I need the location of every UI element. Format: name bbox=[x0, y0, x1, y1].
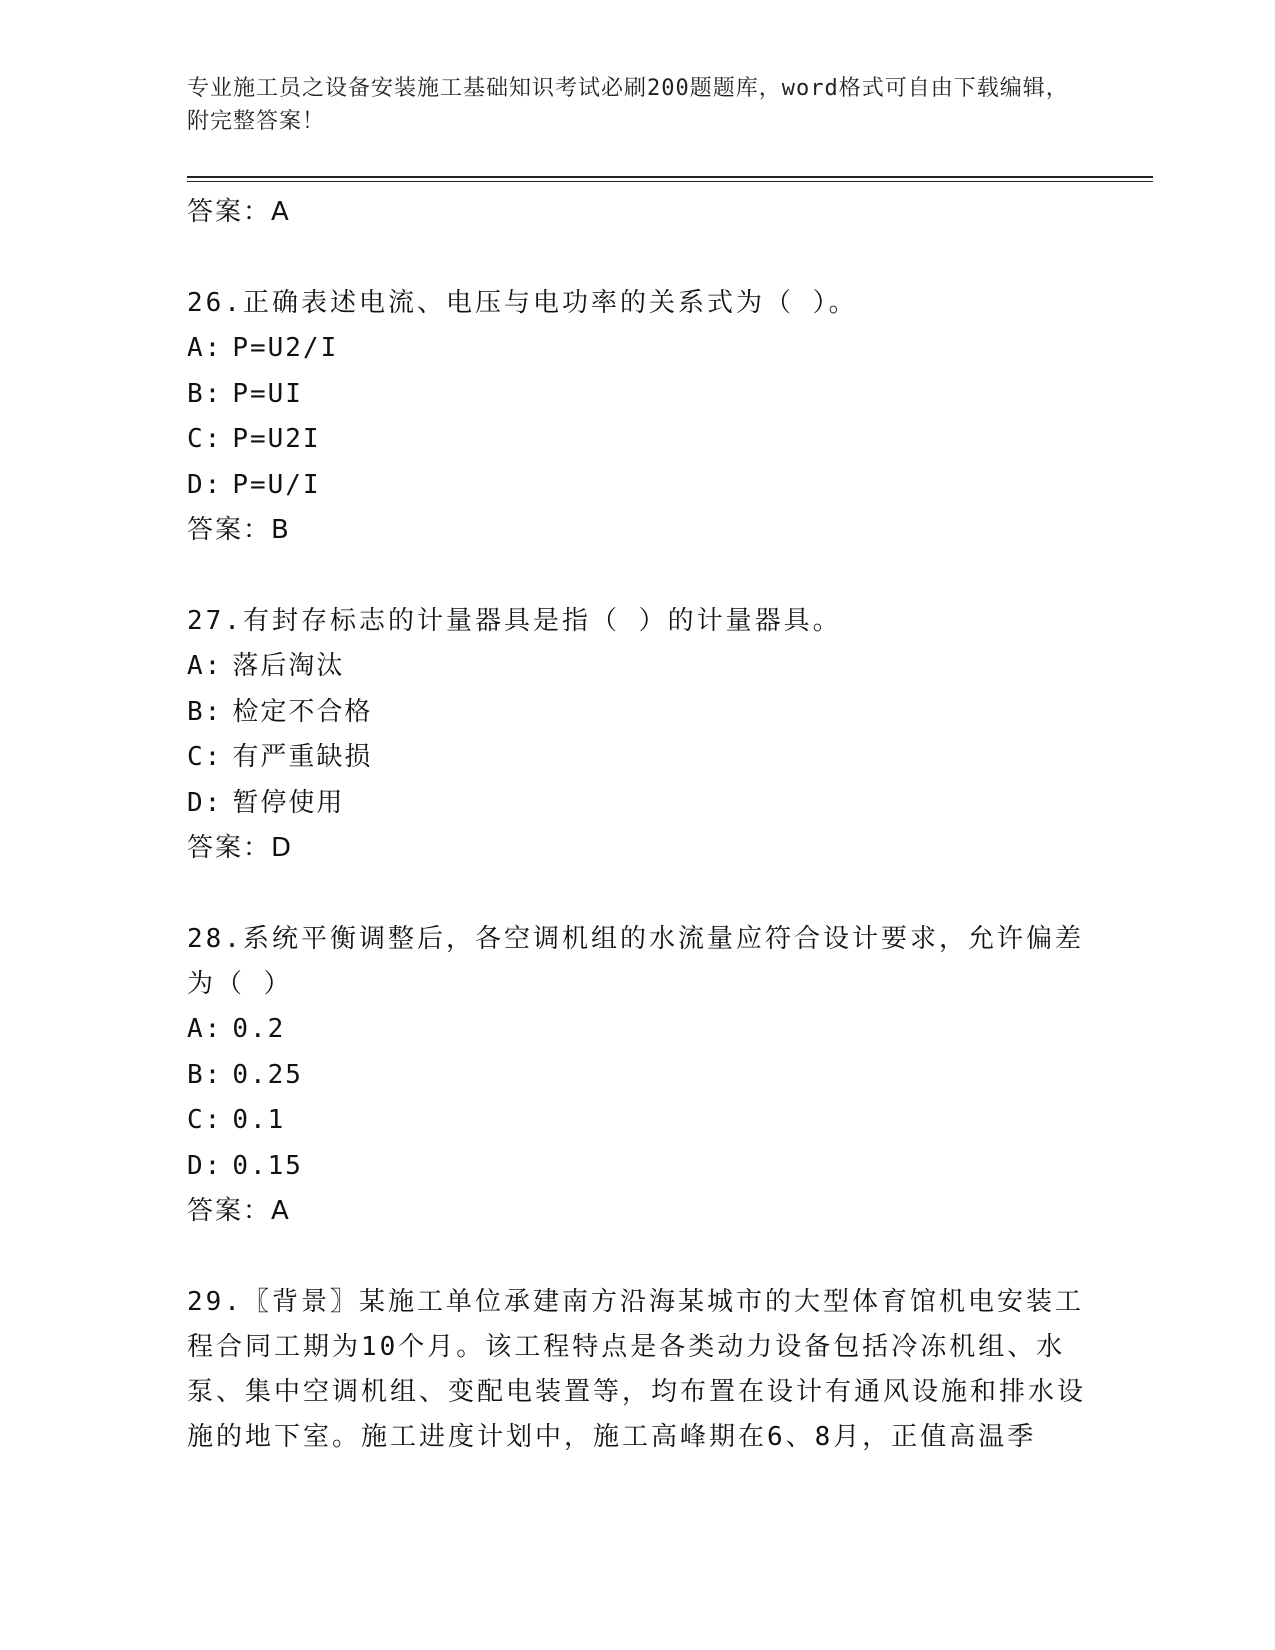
question-text: 26.正确表述电流、电压与电功率的关系式为（ ）。 bbox=[187, 288, 858, 318]
question-block bbox=[187, 281, 1087, 553]
answer-line: 答案：D bbox=[187, 833, 294, 863]
question-text: 28.系统平衡调整后，各空调机组的水流量应符合设计要求，允许偏差为（ ） bbox=[187, 924, 1084, 999]
option-label: C: bbox=[187, 424, 223, 454]
option-b bbox=[187, 1053, 1087, 1099]
option-value: 0.15 bbox=[232, 1150, 303, 1181]
option-c bbox=[187, 417, 1087, 463]
option-label: C: bbox=[187, 1105, 223, 1135]
option-value: 0.1 bbox=[232, 1105, 286, 1135]
question-block bbox=[187, 599, 1087, 871]
option-label: B: bbox=[187, 378, 223, 409]
option-d bbox=[187, 781, 1087, 827]
option-label: A: bbox=[187, 333, 223, 363]
option-label: D: bbox=[187, 787, 223, 818]
option-label: D: bbox=[187, 469, 223, 500]
option-label: B: bbox=[187, 1059, 223, 1090]
option-value: 0.2 bbox=[232, 1014, 286, 1044]
option-d bbox=[187, 1144, 1087, 1190]
document-body bbox=[187, 190, 1087, 1460]
option-label: D: bbox=[187, 1150, 223, 1181]
option-value: 落后淘汰 bbox=[232, 651, 345, 681]
option-value: 0.25 bbox=[232, 1059, 303, 1090]
option-b bbox=[187, 372, 1087, 418]
question-block bbox=[187, 917, 1087, 1234]
answer-line: 答案：A bbox=[187, 197, 291, 227]
option-value: P=UI bbox=[232, 378, 303, 409]
option-b bbox=[187, 690, 1087, 736]
question-block bbox=[187, 1280, 1087, 1460]
question-text: 27.有封存标志的计量器具是指（ ）的计量器具。 bbox=[187, 606, 842, 636]
answer-line: 答案：A bbox=[187, 1196, 291, 1226]
option-value: P=U2I bbox=[232, 424, 321, 454]
option-d bbox=[187, 463, 1087, 509]
option-c bbox=[187, 1098, 1087, 1144]
document-header: 专业施工员之设备安装施工基础知识考试必刷200题题库，word格式可自由下载编辑，附完整答案！ bbox=[187, 76, 1069, 134]
option-label: C: bbox=[187, 742, 223, 772]
question-text: 29.〖背景〗某施工单位承建南方沿海某城市的大型体育馆机电安装工程合同工期为10个月。该工程特点是各类动力设备包括冷冻机组、水泵、集中空调机组、变配电装置等，均布置在设计有通风设施和排水设施的地下室。施工进度计划中，施工高峰期在6、8月，正值高温季 bbox=[187, 1287, 1087, 1452]
option-value: P=U2/I bbox=[232, 333, 339, 363]
header-divider bbox=[187, 176, 1153, 178]
header-divider-thin bbox=[187, 181, 1153, 182]
answer-line: 答案：B bbox=[187, 515, 291, 545]
option-c bbox=[187, 735, 1087, 781]
option-label: B: bbox=[187, 696, 223, 727]
option-value: 暂停使用 bbox=[232, 787, 345, 818]
option-a bbox=[187, 326, 1087, 372]
option-label: A: bbox=[187, 651, 223, 681]
option-value: P=U/I bbox=[232, 469, 321, 500]
option-label: A: bbox=[187, 1014, 223, 1044]
option-a bbox=[187, 1007, 1087, 1053]
option-a bbox=[187, 644, 1087, 690]
option-value: 检定不合格 bbox=[232, 696, 373, 727]
option-value: 有严重缺损 bbox=[232, 742, 373, 772]
